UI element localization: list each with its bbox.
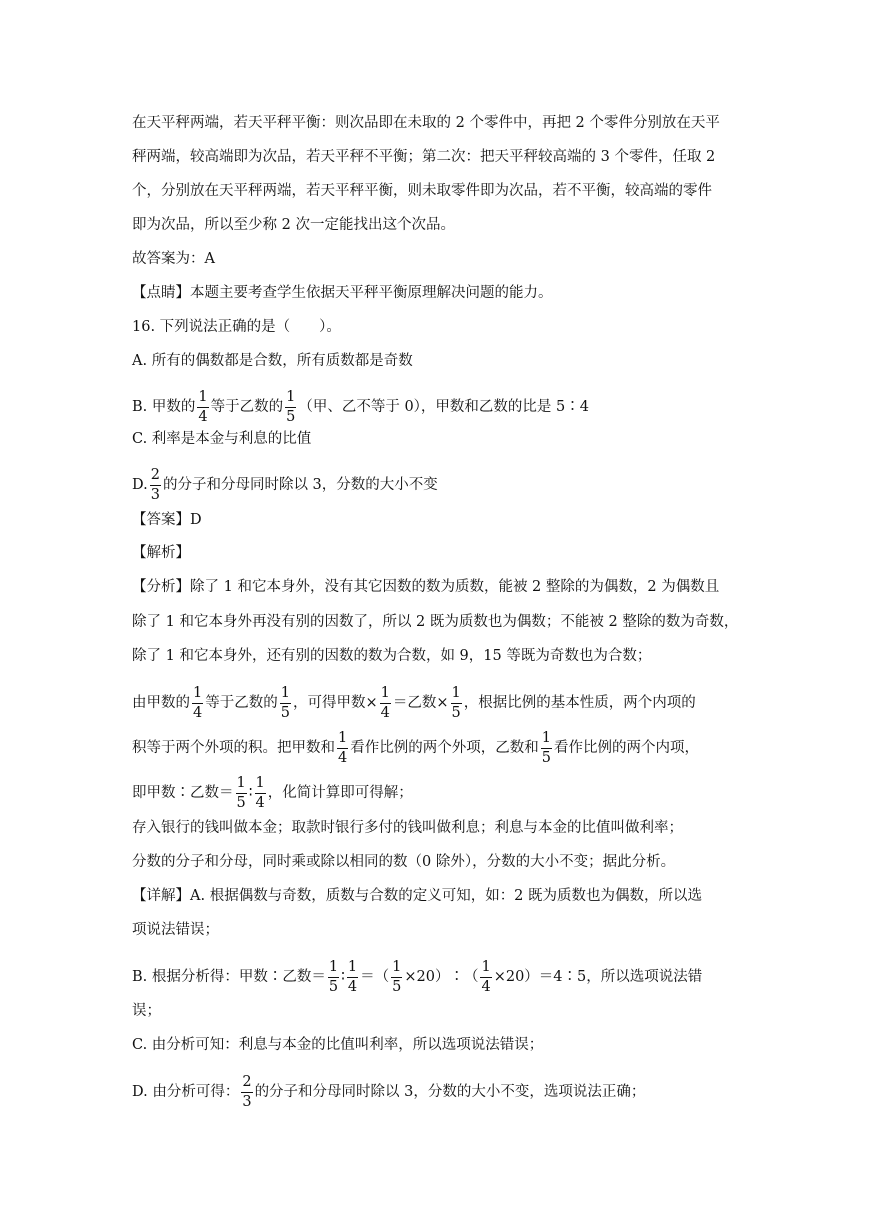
- detail-line: 【详解】A. 根据偶数与奇数，质数与合数的定义可知，如：2 既为质数也为偶数，所以选: [132, 888, 703, 904]
- text-segment: ×20）＝4∶5，所以选项说法错: [493, 969, 703, 985]
- formula-line: [132, 685, 696, 721]
- analysis-label: 【解析】: [132, 545, 190, 561]
- fraction-denominator: 5: [286, 408, 296, 425]
- fraction-numerator: 1: [391, 960, 402, 978]
- text-segment: 由甲数的: [132, 695, 190, 711]
- fraction-numerator: 1: [480, 960, 491, 978]
- fraction-numerator: 1: [192, 686, 203, 704]
- text-segment: ∶: [248, 785, 253, 801]
- option-d: [132, 467, 438, 503]
- option-c: C. 利率是本金与利息的比值: [132, 431, 312, 447]
- text-segment: ×20）∶（: [404, 969, 479, 985]
- text-line: 存入银行的钱叫做本金；取款时银行多付的钱叫做利息；利息与本金的比值叫做利率；: [132, 820, 683, 836]
- fraction-denominator: 3: [150, 486, 160, 503]
- fraction-denominator: 4: [380, 704, 390, 721]
- fraction-denominator: 5: [328, 978, 339, 995]
- text-segment: 即甲数∶乙数＝: [132, 785, 234, 801]
- text-segment: （甲、乙不等于 0），甲数和乙数的比是 5∶4: [298, 399, 589, 415]
- fraction-one-fourth: [480, 960, 491, 994]
- fraction-denominator: 5: [392, 978, 402, 995]
- fraction-numerator: 1: [197, 390, 208, 408]
- fraction-denominator: 4: [193, 704, 203, 721]
- fraction-numerator: 1: [337, 731, 348, 749]
- text-segment: 等于乙数的: [205, 695, 278, 711]
- fraction-one-fourth: [255, 776, 266, 810]
- fraction-one-fifth: [285, 390, 296, 424]
- answer-line: 故答案为：A: [132, 251, 215, 267]
- text-line: 【分析】除了 1 和它本身外，没有其它因数的数为质数，能被 2 整除的为偶数，2 为偶数且: [132, 579, 720, 595]
- fraction-one-fifth: [541, 731, 552, 765]
- text-line: 除了 1 和它本身外再没有别的因数了，所以 2 既为质数也为偶数；不能被 2 整除的数为奇数，: [132, 614, 739, 630]
- fraction-one-fourth: [192, 686, 203, 720]
- detail-line: C. 由分析可知：利息与本金的比值叫利率，所以选项说法错误；: [132, 1037, 544, 1053]
- fraction-denominator: 4: [198, 408, 208, 425]
- fraction-one-fifth: [451, 686, 462, 720]
- text-segment: ∶: [341, 969, 345, 985]
- text-segment: D. 由分析可得：: [132, 1084, 240, 1100]
- fraction-one-fifth: [280, 686, 291, 720]
- text-line: 分数的分子和分母，同时乘或除以相同的数（0 除外），分数的大小不变；据此分析。: [132, 854, 676, 870]
- fraction-numerator: 1: [255, 776, 266, 794]
- fraction-two-thirds: [150, 468, 161, 502]
- text-segment: ，化简计算即可得解；: [267, 785, 413, 801]
- comment-line: 【点睛】本题主要考查学生依据天平秤平衡原理解决问题的能力。: [132, 285, 553, 301]
- text-segment: ，可得甲数×: [292, 695, 378, 711]
- fraction-one-fifth: [236, 776, 247, 810]
- fraction-denominator: 4: [347, 978, 358, 995]
- formula-line: [132, 775, 413, 811]
- text-segment: 等于乙数的: [210, 399, 284, 415]
- text-segment: B. 甲数的: [132, 399, 196, 415]
- fraction-one-fourth: [380, 686, 391, 720]
- fraction-numerator: 1: [541, 731, 552, 749]
- text-line: 即为次品，所以至少称 2 次一定能找出这个次品。: [132, 217, 455, 233]
- formula-line: [132, 959, 703, 995]
- fraction-denominator: 4: [255, 794, 265, 811]
- detail-line: [132, 1074, 646, 1110]
- text-segment: 积等于两个外项的积。把甲数和: [132, 740, 335, 756]
- text-segment: ＝（: [360, 969, 390, 985]
- formula-line: [132, 730, 699, 766]
- fraction-denominator: 4: [481, 978, 491, 995]
- text-segment: 看作比例的两个外项，乙数和: [350, 740, 539, 756]
- fraction-denominator: 4: [338, 749, 348, 766]
- text-line: 除了 1 和它本身外，还有别的因数的数为合数，如 9，15 等既为奇数也为合数；: [132, 648, 652, 664]
- fraction-denominator: 5: [541, 749, 551, 766]
- text-segment: ，根据比例的基本性质，两个内项的: [463, 695, 696, 711]
- text-segment: 的分子和分母同时除以 3，分数的大小不变，选项说法正确；: [254, 1084, 646, 1100]
- answer-label: 【答案】D: [132, 512, 202, 528]
- text-line: 项说法错误；: [132, 922, 219, 938]
- text-line: 个，分别放在天平秤两端，若天平秤平衡，则未取零件即为次品，若不平衡，较高端的零件: [132, 183, 712, 199]
- fraction-numerator: 1: [347, 960, 358, 978]
- text-segment: D.: [132, 477, 148, 493]
- fraction-numerator: 1: [380, 686, 391, 704]
- fraction-one-fifth: [391, 960, 402, 994]
- fraction-denominator: 5: [451, 704, 461, 721]
- fraction-one-fifth: [328, 960, 339, 994]
- fraction-denominator: 5: [236, 794, 246, 811]
- fraction-numerator: 1: [285, 390, 296, 408]
- fraction-numerator: 1: [451, 686, 462, 704]
- text-segment: B. 根据分析得：甲数∶乙数＝: [132, 969, 326, 985]
- fraction-one-fourth: [197, 390, 208, 424]
- fraction-one-fourth: [337, 731, 348, 765]
- fraction-denominator: 3: [242, 1093, 252, 1110]
- text-segment: 看作比例的两个内项，: [553, 740, 699, 756]
- question-title: 16. 下列说法正确的是（ ）。: [132, 319, 341, 335]
- fraction-one-fourth: [347, 960, 358, 994]
- option-a: A. 所有的偶数都是合数，所有质数都是奇数: [132, 353, 413, 369]
- fraction-two-thirds: [241, 1075, 252, 1109]
- fraction-numerator: 2: [150, 468, 161, 486]
- fraction-numerator: 2: [241, 1075, 252, 1093]
- fraction-numerator: 1: [280, 686, 291, 704]
- fraction-numerator: 1: [236, 776, 247, 794]
- text-segment: 的分子和分母同时除以 3，分数的大小不变: [162, 477, 438, 493]
- fraction-numerator: 1: [328, 960, 339, 978]
- text-segment: ＝乙数×: [392, 695, 449, 711]
- text-line: 误；: [132, 1003, 161, 1019]
- option-b: [132, 389, 589, 425]
- text-line: 在天平秤两端，若天平秤平衡：则次品即在未取的 2 个零件中，再把 2 个零件分别放在天平: [132, 115, 720, 131]
- text-line: 秤两端，较高端即为次品，若天平秤不平衡；第二次：把天平秤较高端的 3 个零件，任取 2: [132, 149, 716, 165]
- fraction-denominator: 5: [280, 704, 290, 721]
